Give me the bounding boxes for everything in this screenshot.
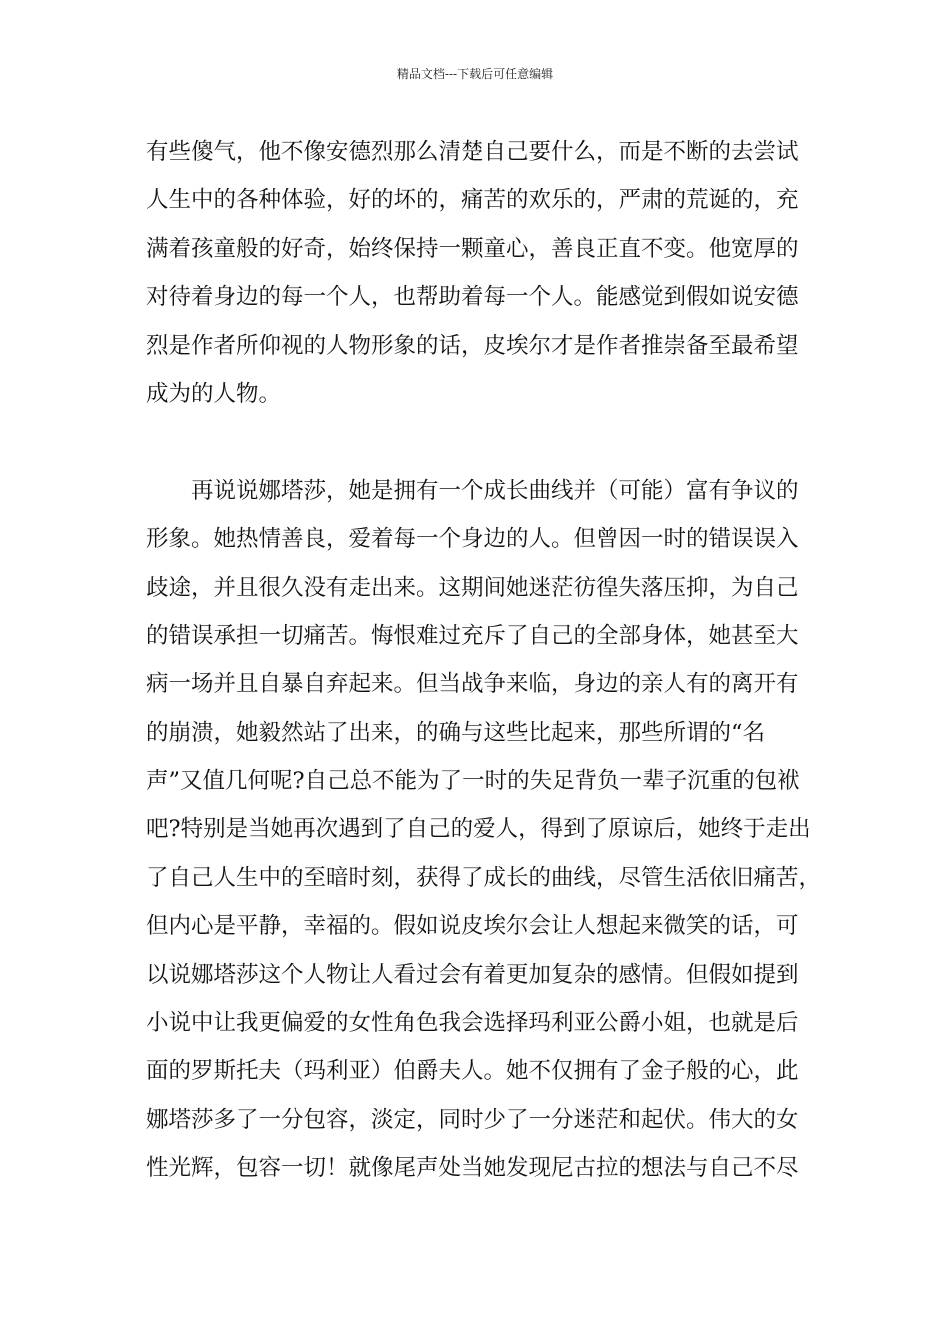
- paragraph-1: [146, 128, 826, 418]
- paragraph-line: 了自己人生中的至暗时刻，获得了成长的曲线，尽管生活依旧痛苦，: [146, 864, 822, 891]
- paragraph-line: 声”又值几何呢?自己总不能为了一时的失足背负一辈子沉重的包袱: [146, 768, 800, 795]
- paragraph-line: 人生中的各种体验，好的坏的，痛苦的欢乐的，严肃的荒诞的，充: [146, 187, 799, 214]
- paragraph-line: 烈是作者所仰视的人物形象的话，皮埃尔才是作者推崇备至最希望: [146, 332, 799, 359]
- paragraph-line: 性光辉，包容一切！就像尾声处当她发现尼古拉的想法与自己不尽: [146, 1155, 799, 1182]
- paragraph-line: 再说说娜塔莎，她是拥有一个成长曲线并（可能）富有争议的: [191, 477, 799, 504]
- paragraph-line: 但内心是平静，幸福的。假如说皮埃尔会让人想起来微笑的话，可: [146, 913, 799, 940]
- paragraph-line: 成为的人物。: [146, 380, 282, 407]
- paragraph-line: 面的罗斯托夫（玛利亚）伯爵夫人。她不仅拥有了金子般的心，此: [146, 1058, 799, 1085]
- paragraph-line: 满着孩童般的好奇，始终保持一颗童心，善良正直不变。他宽厚的: [146, 235, 799, 262]
- paragraph-gap: [146, 418, 826, 466]
- paragraph-2: [146, 467, 826, 1193]
- paragraph-line: 歧途，并且很久没有走出来。这期间她迷茫彷徨失落压抑，为自己: [146, 574, 799, 601]
- paragraph-line: 以说娜塔莎这个人物让人看过会有着更加复杂的感情。但假如提到: [146, 961, 799, 988]
- paragraph-line: 的崩溃，她毅然站了出来，的确与这些比起来，那些所谓的“名: [146, 719, 766, 746]
- paragraph-line: 病一场并且自暴自弃起来。但当战争来临，身边的亲人有的离开有: [146, 671, 799, 698]
- paragraph-line: 娜塔莎多了一分包容，淡定，同时少了一分迷茫和起伏。伟大的女: [146, 1106, 799, 1133]
- paragraph-line: 对待着身边的每一个人，也帮助着每一个人。能感觉到假如说安德: [146, 284, 799, 311]
- paragraph-line: 形象。她热情善良，爱着每一个身边的人。但曾因一时的错误误入: [146, 526, 799, 553]
- page-header: 精品文档---下载后可任意编辑: [396, 67, 554, 81]
- paragraph-line: 有些傻气，他不像安德烈那么清楚自己要什么，而是不断的去尝试: [146, 139, 799, 165]
- body-text: [146, 128, 826, 1193]
- paragraph-line: 的错误承担一切痛苦。悔恨难过充斥了自己的全部身体，她甚至大: [146, 622, 799, 649]
- paragraph-line: 吧?特别是当她再次遇到了自己的爱人，得到了原谅后，她终于走出: [146, 816, 811, 843]
- paragraph-line: 小说中让我更偏爱的女性角色我会选择玛利亚公爵小姐，也就是后: [146, 1010, 799, 1037]
